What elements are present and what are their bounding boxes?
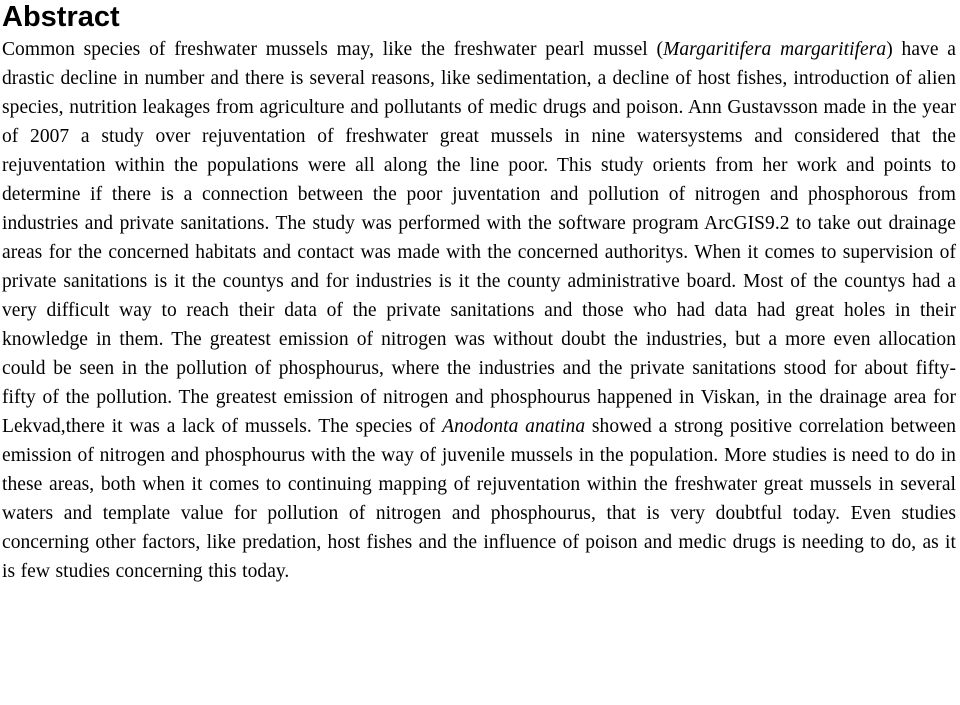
species-name-anodonta: Anodonta anatina (442, 416, 586, 437)
abstract-heading: Abstract (2, 1, 120, 33)
abstract-text-part-1: Common species of freshwater mussels may, like the freshwater pearl mussel ( (2, 39, 664, 60)
species-name-margaritifera: Margaritifera margaritifera (663, 39, 887, 60)
abstract-text-part-3: showed a strong positive correlation between emission of nitrogen and phosphourus with the way of juvenile mussels in the population. More studies is need to do in these areas, both when it comes to continuing mapping of rejuventation within the freshwater great mussels in several waters and template value for pollution of nitrogen and phosphourus, that is very doubtful today. Even studies concerning other factors, like predation, host fishes and the influence of poison and medic drugs is needing to do, as it is few studies concerning this today. (2, 416, 956, 582)
abstract-paragraph (0, 35, 956, 586)
abstract-text-part-2: ) have a drastic decline in number and there is several reasons, like sedimentation, a decline of host fishes, introduction of alien species, nutrition leakages from agriculture and pollutants of medic drugs and poison. Ann Gustavsson made in the year of 2007 a study over rejuventation of freshwater great mussels in nine watersystems and considered that the rejuventation within the populations were all along the line poor. This study orients from her work and points to determine if there is a connection between the poor juventation and pollution of nitrogen and phosphorous from industries and private sanitations. The study was performed with the software program ArcGIS9.2 to take out drainage areas for the concerned habitats and contact was made with the concerned authoritys. When it comes to supervision of private sanitations is it the countys and for industries is it the county administrative board. Most of the countys had a very difficult way to reach their data of the private sanitations and those who had data had great holes in their knowledge in them. The greatest emission of nitrogen was without doubt the industries, but a more even allocation could be seen in the pollution of phosphourus, where the industries and the private sanitations stood for about fifty- fifty of the pollution. The greatest emission of nitrogen and phosphourus happened in Viskan, in the drainage area for Lekvad,there it was a lack of mussels. The species of (2, 39, 957, 437)
